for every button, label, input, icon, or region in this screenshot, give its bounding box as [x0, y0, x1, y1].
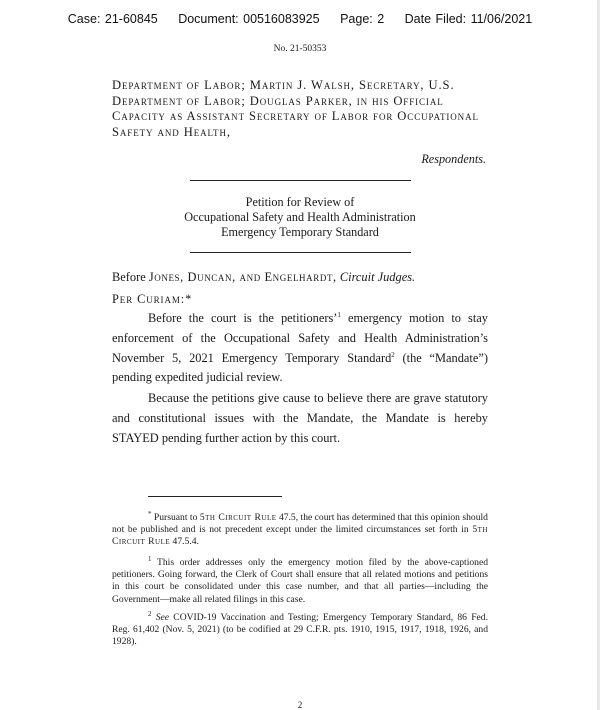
petition-line-3: Emergency Temporary Standard — [221, 225, 379, 239]
panel-line — [112, 270, 415, 285]
footnote-divider — [148, 496, 282, 497]
p1-text-a: Before the court is the petitioners’ — [148, 311, 338, 325]
paragraph-2: Because the petitions give cause to believe there are grave statutory and constitutional issues with the Mandate, the Mandate is hereby STAYED pending further action by this court. — [112, 391, 488, 445]
footnote-1-text: This order addresses only the emergency motion filed by the above-captioned petitioners. Going forward, the Clerk of Court shall ensure that all related motions and petitions in this court be consolidated under this case number, and that all parties—including the Government—make all related filings in this case. — [112, 557, 489, 605]
petition-line-2: Occupational Safety and Health Administration — [184, 210, 416, 224]
filing-header — [0, 12, 600, 26]
footnote-ref-2: 2 — [391, 350, 395, 359]
footnote-star-rule1: 5th Circuit Rule — [199, 512, 277, 523]
footnote-2 — [112, 609, 488, 649]
footnote-star-rule2: 5th Circuit Rule — [112, 524, 488, 548]
date-filed: Date Filed: 11/06/2021 — [404, 12, 533, 26]
paragraph-1 — [112, 309, 488, 388]
petition-title — [0, 195, 600, 240]
p1-text-b: emergency motion to stay enforcement of the Occupational Safety and Health Administration’s November 5, 2021 Emergency Temporary Standard — [112, 311, 488, 365]
circuit-judges: Circuit Judges. — [339, 270, 416, 284]
footnote-2-mark: 2 — [148, 609, 152, 618]
footnote-star-b: 47.5, the court has determined that this opinion should not be published and is not precedent except under the limited circumstances set forth in — [112, 512, 488, 536]
before-prefix: Before — [112, 270, 146, 284]
footnote-star-a: Pursuant to — [153, 512, 198, 523]
divider-bottom — [190, 252, 411, 253]
footnote-2-see: See — [155, 612, 170, 623]
footnote-2-text: COVID-19 Vaccination and Testing; Emergency Temporary Standard, 86 Fed. Reg. 61,402 (Nov. 5, 2021) (to be codified at 29 C.F.R. pts. 1910, 1915, 1917, 1918, 1926, and 1928). — [112, 612, 488, 648]
respondent-parties: Department of Labor; Martin J. Walsh, Secretary, U.S. Department of Labor; Douglas Parker, in his Official Capacity as Assistant Secretary of Labor for Occupational Safety and Health, — [112, 78, 479, 139]
footnote-star-c: 47.5.4. — [172, 536, 199, 548]
footnote-1-mark: 1 — [148, 554, 152, 563]
footnote-1 — [112, 554, 489, 606]
per-curiam: Per Curiam:* — [112, 292, 193, 306]
page-number: 2 — [297, 700, 303, 710]
docket-number: No. 21-50353 — [273, 44, 327, 54]
petition-line-1: Petition for Review of — [245, 195, 355, 209]
footnote-star-mark: * — [148, 509, 152, 518]
judge-names: Jones, Duncan, and Engelhardt, — [148, 270, 337, 284]
p1-text-c: (the “Mandate”) pending expedited judicial review. — [112, 350, 489, 385]
document-number: Document: 00516083925 — [178, 12, 320, 26]
divider-top — [190, 180, 411, 181]
case-number: Case: 21-60845 — [67, 12, 158, 26]
respondents-label: Respondents. — [421, 152, 486, 166]
footnote-ref-1: 1 — [337, 310, 341, 319]
footnote-star — [112, 509, 488, 549]
header-page: Page: 2 — [340, 12, 385, 26]
